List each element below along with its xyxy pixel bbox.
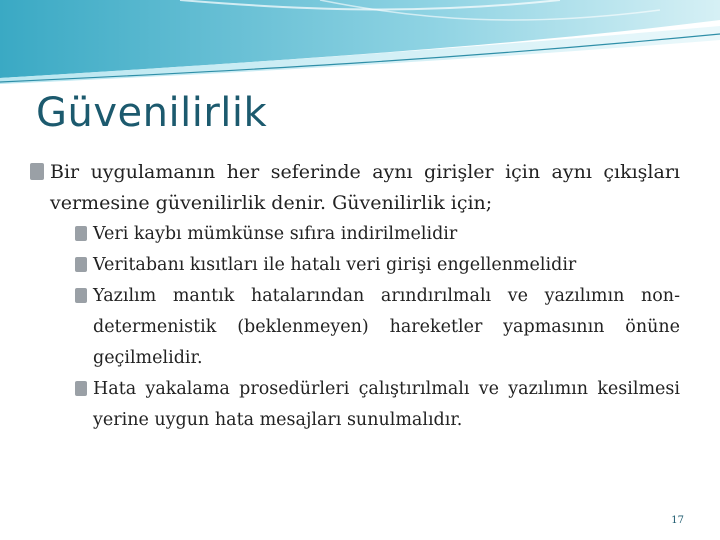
intro-text: Bir uygulamanın her seferinde aynı girişler için aynı çıkışları vermesine güvenilirlik denir. Güvenilirlik için; bbox=[50, 161, 680, 214]
bullet-icon bbox=[75, 288, 87, 303]
bullet-text: Veritabanı kısıtları ile hatalı veri girişi engellenmelidir bbox=[93, 255, 577, 275]
header-wave-decoration bbox=[0, 0, 720, 90]
page-number: 17 bbox=[671, 515, 684, 526]
bullet-text: Yazılım mantık hatalarından arındırılmalı ve yazılımın non-determenistik (beklenmeyen) hareketler yapmasının önüne geçilmelidir. bbox=[93, 286, 680, 368]
list-item bbox=[75, 281, 680, 374]
list-item bbox=[75, 219, 680, 250]
bullet-text: Hata yakalama prosedürleri çalıştırılmalı ve yazılımın kesilmesi yerine uygun hata mesajları sunulmalıdır. bbox=[93, 379, 680, 430]
bullet-icon bbox=[75, 381, 87, 396]
bullet-icon bbox=[75, 226, 87, 241]
bullet-icon bbox=[30, 163, 44, 180]
intro-paragraph bbox=[30, 157, 680, 219]
slide-body bbox=[30, 157, 680, 436]
list-item bbox=[75, 250, 680, 281]
list-item bbox=[75, 374, 680, 436]
bullet-icon bbox=[75, 257, 87, 272]
bullet-text: Veri kaybı mümkünse sıfıra indirilmelidir bbox=[93, 224, 458, 244]
slide-title: Güvenilirlik bbox=[36, 90, 268, 136]
